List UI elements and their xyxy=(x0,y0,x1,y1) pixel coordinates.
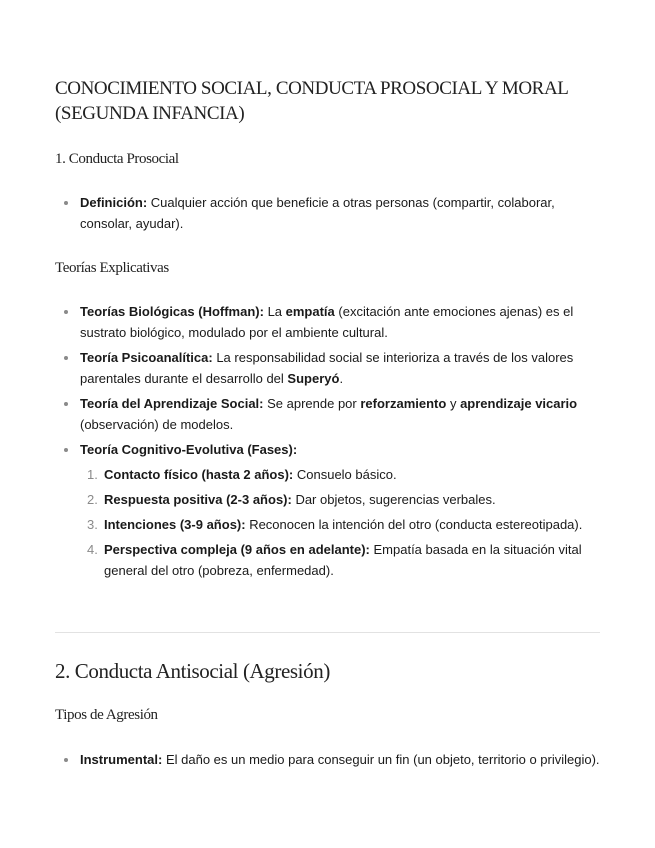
list-item-biological: Teorías Biológicas (Hoffman): La empatía (excitación ante emociones ajenas) es el sustrato biológico, modulado por el ambiente cultural. xyxy=(55,301,600,343)
section-heading-prosocial: 1. Conducta Prosocial xyxy=(55,151,179,167)
subheading-aggression-types: Tipos de Agresión xyxy=(55,707,158,723)
phases-list xyxy=(80,464,600,581)
phase-item: 2. Respuesta positiva (2-3 años): Dar objetos, sugerencias verbales. xyxy=(87,492,496,507)
phase-item: 4. Perspectiva compleja (9 años en adelante): Empatía basada en la situación vital general del otro (pobreza, enfermedad). xyxy=(87,542,582,578)
list-item-social-learning: Teoría del Aprendizaje Social: Se aprende por reforzamiento y aprendizaje vicario (observación) de modelos. xyxy=(55,393,600,435)
list-item-instrumental: Instrumental: El daño es un medio para conseguir un fin (un objeto, territorio o privilegio). xyxy=(55,749,600,770)
section-divider xyxy=(55,632,600,633)
phase-item: 3. Intenciones (3-9 años): Reconocen la intención del otro (conducta estereotipada). xyxy=(87,517,583,532)
aggression-list xyxy=(55,749,600,774)
theories-list xyxy=(55,301,600,585)
phase-item: 1. Contacto físico (hasta 2 años): Consuelo básico. xyxy=(87,467,397,482)
definition-list xyxy=(55,192,600,238)
list-item-definition: Definición: Cualquier acción que beneficie a otras personas (compartir, colaborar, consolar, ayudar). xyxy=(55,192,600,234)
list-item-psychoanalytic: Teoría Psicoanalítica: La responsabilidad social se interioriza a través de los valores parentales durante el desarrollo del Superyó. xyxy=(55,347,600,389)
document-title: CONOCIMIENTO SOCIAL, CONDUCTA PROSOCIAL Y MORAL (SEGUNDA INFANCIA) xyxy=(55,78,568,124)
subheading-theories: Teorías Explicativas xyxy=(55,260,169,276)
section-heading-antisocial: 2. Conducta Antisocial (Agresión) xyxy=(55,659,330,683)
list-item-cognitive: Teoría Cognitivo-Evolutiva (Fases): 1. Contacto físico (hasta 2 años): Consuelo básico. 2. Respuesta positiva (2-3 años): Dar objetos, sugerencias verbales. 3. Intenciones (3-9 años): Reconocen la intención del otro (conducta estereotipada). 4. Perspectiva compleja (9 años en adelante): Empatía basada en la situación vital general del otro (pobreza, enfermedad). xyxy=(55,439,600,581)
